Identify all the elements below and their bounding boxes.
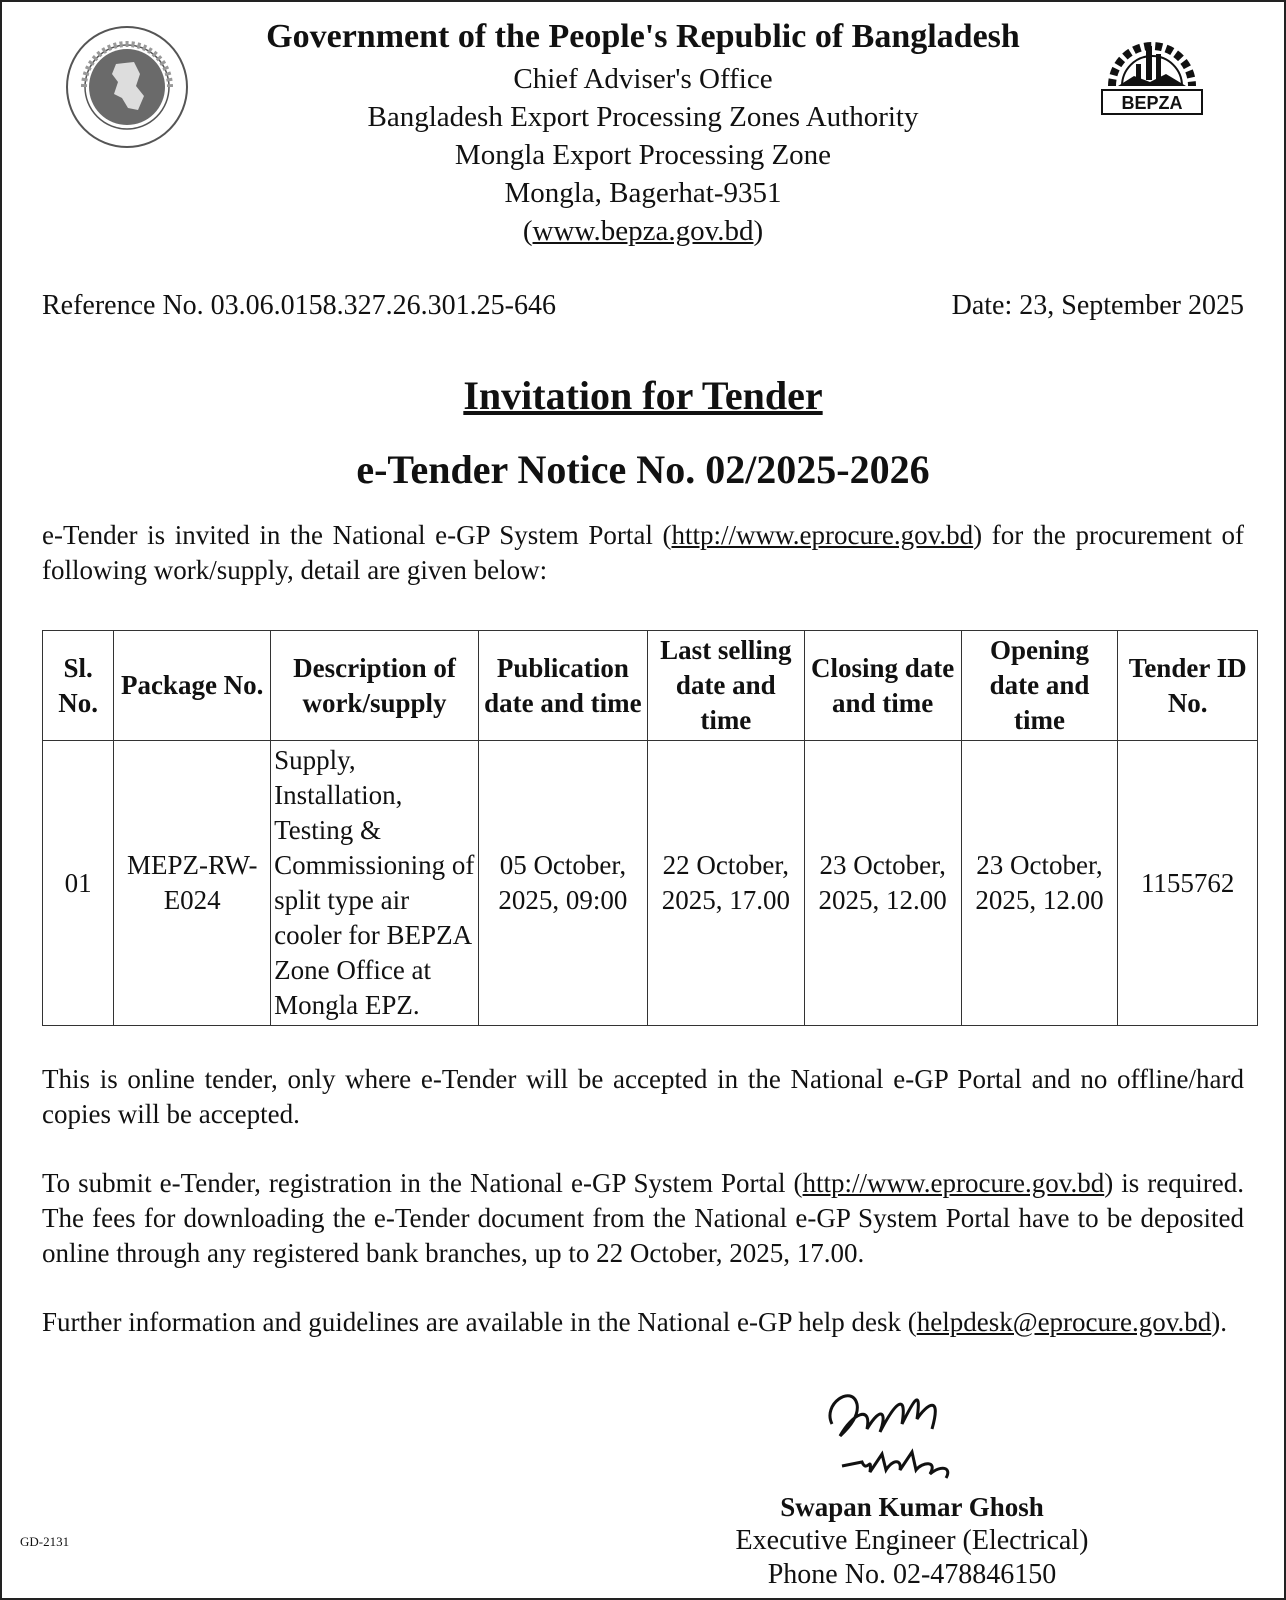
table-row — [43, 741, 1258, 1026]
header-package: Package No. — [114, 631, 271, 741]
submit-paragraph: To submit e-Tender, registration in the National e-GP System Portal (http://www.eprocure.gov.bd) is required. The fees for downloading the e-Tender document from the National e-GP System Portal have to be deposited online through any registered bank branches, up to 22 October, 2025, 17.00. — [42, 1168, 1244, 1268]
eprocure-link-2[interactable]: http://www.eprocure.gov.bd — [802, 1168, 1105, 1198]
bepza-logo-icon — [1100, 24, 1204, 116]
cell-publication: 05 October, 2025, 09:00 — [478, 741, 647, 1026]
notice-number: e-Tender Notice No. 02/2025-2026 — [356, 447, 930, 492]
cell-description: Supply, Installation, Testing & Commissioning of split type air cooler for BEPZA Zone Office at Mongla EPZ. — [271, 741, 479, 1026]
header-sl: Sl. No. — [43, 631, 114, 741]
website-line: (www.bepza.gov.bd) — [522, 215, 764, 247]
authority-name: Bangladesh Export Processing Zones Authority — [367, 101, 919, 133]
government-title: Government of the People's Republic of Bangladesh — [266, 18, 1020, 55]
header-description: Description of work/supply — [271, 631, 479, 741]
notice-date: Date: 23, September 2025 — [951, 290, 1244, 321]
bepza-logo-text: BEPZA — [1121, 93, 1183, 113]
cell-last-selling: 22 October, 2025, 17.00 — [647, 741, 804, 1026]
notice-title: Invitation for Tender — [463, 373, 823, 418]
address: Mongla, Bagerhat-9351 — [504, 177, 782, 209]
footer-code: GD-2131 — [20, 1534, 70, 1549]
signatory-name: Swapan Kumar Ghosh — [780, 1492, 1044, 1522]
cell-tender-id: 1155762 — [1118, 741, 1258, 1026]
table-header-row — [43, 631, 1258, 741]
intro-paragraph: e-Tender is invited in the National e-GP System Portal (http://www.eprocure.gov.bd) for the procurement of following work/supply, detail are given below: — [42, 520, 1245, 585]
reference-row — [42, 290, 1244, 322]
tender-table — [42, 630, 1258, 1026]
header-publication: Publication date and time — [478, 631, 647, 741]
signature-icon — [812, 1374, 992, 1484]
office-name: Chief Adviser's Office — [513, 63, 773, 95]
letterhead — [42, 2, 1244, 272]
eprocure-link[interactable]: http://www.eprocure.gov.bd — [671, 520, 974, 550]
header-tender-id: Tender ID No. — [1118, 631, 1258, 741]
header-closing: Closing date and time — [804, 631, 961, 741]
cell-closing: 23 October, 2025, 12.00 — [804, 741, 961, 1026]
website-link[interactable]: www.bepza.gov.bd — [532, 215, 754, 247]
cell-sl: 01 — [43, 741, 114, 1026]
signatory-phone: Phone No. 02-478846150 — [767, 1559, 1057, 1590]
header-last-selling: Last selling date and time — [647, 631, 804, 741]
further-info-paragraph: Further information and guidelines are available in the National e-GP help desk (helpdesk@eprocure.gov.bd). — [42, 1307, 1228, 1337]
reference-number: Reference No. 03.06.0158.327.26.301.25-646 — [42, 290, 557, 321]
signature-block — [702, 1374, 1122, 1592]
helpdesk-email-link[interactable]: helpdesk@eprocure.gov.bd — [916, 1307, 1212, 1337]
cell-package: MEPZ-RW-E024 — [114, 741, 271, 1026]
signatory-designation: Executive Engineer (Electrical) — [735, 1525, 1089, 1556]
cell-opening: 23 October, 2025, 12.00 — [961, 741, 1118, 1026]
zone-name: Mongla Export Processing Zone — [454, 139, 832, 171]
online-tender-paragraph: This is online tender, only where e-Tender will be accepted in the National e-GP Portal and no offline/hard copies will be accepted. — [42, 1064, 1244, 1129]
header-opening: Opening date and time — [961, 631, 1118, 741]
